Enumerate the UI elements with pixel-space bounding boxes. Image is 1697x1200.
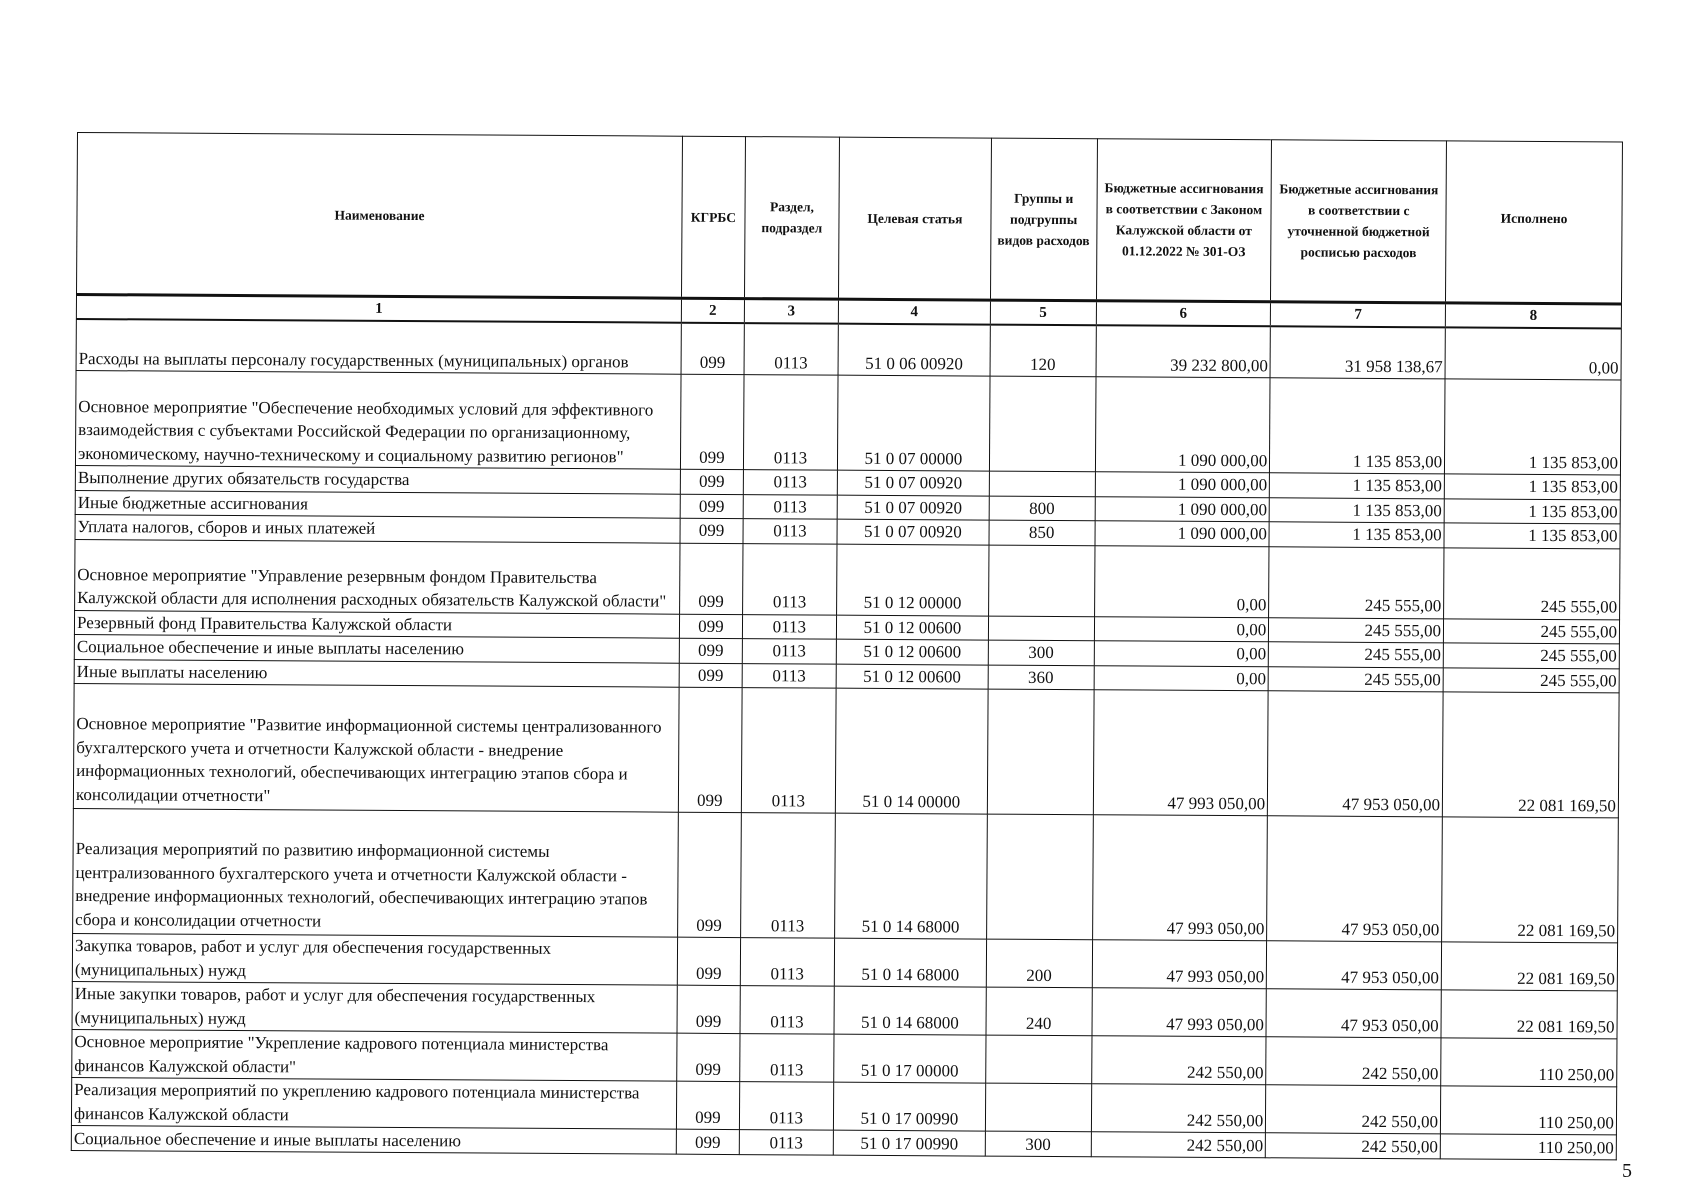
row-section: 0113 (743, 470, 837, 495)
row-refined-amount: 47 953 050,00 (1266, 989, 1441, 1038)
row-target: 51 0 12 00600 (836, 615, 988, 640)
row-refined-amount: 1 135 853,00 (1270, 473, 1445, 499)
row-target: 51 0 17 00990 (833, 1082, 985, 1131)
row-name: Иные выплаты населению (74, 659, 679, 687)
row-kgrbs: 099 (677, 1033, 740, 1081)
header-law: Бюджетные ассигнования в соответствии с Законом Калужской области от 01.12.2022 № 301-ОЗ (1096, 139, 1272, 302)
row-kgrbs: 099 (679, 663, 742, 688)
row-target: 51 0 12 00600 (836, 639, 988, 664)
row-name: Иные закупки товаров, работ и услуг для обеспечения государственных (муниципальных) нужд (72, 981, 677, 1033)
row-target: 51 0 14 68000 (834, 938, 986, 987)
row-name: Закупка товаров, работ и услуг для обеспечения государственных (муниципальных) нужд (72, 933, 677, 985)
table-row (75, 539, 1620, 619)
row-law-amount: 39 232 800,00 (1096, 325, 1271, 378)
row-executed-amount: 22 081 169,50 (1441, 942, 1617, 991)
table-body (71, 319, 1621, 1160)
header-group: Группы и подгруппы видов расходов (990, 138, 1097, 301)
row-law-amount: 1 090 000,00 (1094, 521, 1269, 547)
row-target: 51 0 07 00920 (837, 519, 989, 544)
row-name: Резервный фонд Правительства Калужской области (74, 610, 679, 638)
row-name: Основное мероприятие "Укрепление кадрового потенциала министерства финансов Калужской области" (72, 1029, 677, 1081)
table-row (73, 683, 1619, 817)
row-target: 51 0 07 00920 (837, 495, 989, 520)
row-kgrbs: 099 (677, 985, 740, 1033)
row-group: 800 (989, 496, 1095, 521)
column-number: 2 (681, 298, 744, 323)
row-target: 51 0 17 00000 (834, 1034, 986, 1083)
row-law-amount: 0,00 (1094, 545, 1269, 617)
row-name: Реализация мероприятий по развитию информационной системы централизованного бухгалтерского учета и отчетности Калужской области - внедрение информационных технологий, обеспечивающих интеграцию этапов сбора и консолидации отчетности (73, 808, 679, 937)
row-refined-amount: 1 135 853,00 (1270, 378, 1445, 474)
row-target: 51 0 14 68000 (835, 813, 988, 939)
row-name: Основное мероприятие "Развитие информационной системы централизованного бухгалтерского учета и отчетности Калужской области - внедрение информационных технологий, обеспечивающих интеграцию этапов сбора и консолидации отчетности" (73, 683, 679, 812)
column-number: 8 (1445, 303, 1621, 329)
row-kgrbs: 099 (677, 937, 740, 985)
row-refined-amount: 242 550,00 (1266, 1037, 1441, 1086)
row-kgrbs: 099 (679, 614, 742, 639)
row-executed-amount: 22 081 169,50 (1442, 692, 1619, 818)
row-group: 300 (988, 640, 1094, 665)
row-section: 0113 (742, 543, 837, 615)
header-target: Целевая статья (839, 137, 992, 300)
row-law-amount: 0,00 (1094, 641, 1269, 667)
row-section: 0113 (742, 614, 836, 639)
row-target: 51 0 17 00990 (833, 1130, 985, 1156)
row-target: 51 0 12 00000 (837, 544, 989, 616)
row-refined-amount: 245 555,00 (1269, 642, 1444, 668)
table-row (76, 319, 1621, 380)
row-target: 51 0 12 00600 (836, 664, 988, 689)
row-law-amount: 242 550,00 (1091, 1036, 1266, 1085)
column-number: 6 (1096, 301, 1271, 327)
row-kgrbs: 099 (676, 1081, 739, 1129)
row-law-amount: 1 090 000,00 (1095, 472, 1270, 498)
row-name: Социальное обеспечение и иные выплаты населению (74, 634, 679, 662)
row-group (986, 814, 1092, 940)
column-number: 5 (990, 300, 1096, 325)
row-section: 0113 (744, 323, 839, 375)
row-executed-amount: 22 081 169,50 (1442, 817, 1619, 943)
row-kgrbs: 099 (680, 469, 743, 494)
row-law-amount: 242 550,00 (1091, 1132, 1266, 1158)
row-executed-amount: 110 250,00 (1440, 1086, 1616, 1135)
row-name: Расходы на выплаты персоналу государственных (муниципальных) органов (76, 319, 681, 374)
row-section: 0113 (740, 986, 834, 1035)
row-executed-amount: 1 135 853,00 (1444, 523, 1620, 549)
row-section: 0113 (743, 519, 837, 544)
row-executed-amount: 245 555,00 (1443, 618, 1619, 644)
row-section: 0113 (742, 639, 836, 664)
row-target: 51 0 07 00920 (837, 470, 989, 495)
row-law-amount: 47 993 050,00 (1093, 690, 1269, 816)
row-law-amount: 0,00 (1094, 665, 1269, 691)
row-name: Основное мероприятие "Обеспечение необходимых условий для эффективного взаимодействия с субъектами Российской Федерации по организационному, экономическому, научно-техническому и социальному развитию регионов" (75, 370, 681, 469)
row-name: Уплата налогов, сборов и иных платежей (75, 514, 680, 542)
row-executed-amount: 22 081 169,50 (1441, 990, 1617, 1039)
row-law-amount: 47 993 050,00 (1092, 940, 1267, 989)
row-name: Социальное обеспечение и иные выплаты населению (71, 1125, 676, 1154)
row-kgrbs: 099 (680, 494, 743, 519)
row-target: 51 0 14 00000 (835, 688, 988, 814)
row-section: 0113 (740, 813, 835, 939)
row-refined-amount: 245 555,00 (1269, 617, 1444, 643)
row-target: 51 0 06 00920 (838, 324, 990, 376)
budget-table (71, 132, 1623, 1160)
row-section: 0113 (741, 688, 836, 814)
row-section: 0113 (740, 938, 834, 987)
row-group (988, 616, 1094, 641)
row-target: 51 0 14 68000 (834, 986, 986, 1035)
row-group: 300 (985, 1131, 1091, 1157)
row-section: 0113 (742, 663, 836, 688)
row-group (989, 376, 1095, 472)
row-law-amount: 242 550,00 (1091, 1084, 1266, 1133)
row-kgrbs: 099 (678, 687, 742, 812)
row-kgrbs: 099 (679, 638, 742, 663)
row-kgrbs: 099 (676, 1129, 739, 1154)
row-refined-amount: 242 550,00 (1266, 1085, 1441, 1134)
row-executed-amount: 0,00 (1445, 327, 1621, 380)
row-law-amount: 1 090 000,00 (1095, 377, 1270, 473)
row-name: Основное мероприятие "Управление резервным фондом Правительства Калужской области для исполнения расходных обязательств Калужской области" (75, 539, 680, 614)
row-executed-amount: 1 135 853,00 (1444, 498, 1620, 524)
column-number: 7 (1271, 302, 1446, 328)
row-group: 360 (988, 665, 1094, 690)
row-executed-amount: 110 250,00 (1440, 1134, 1616, 1160)
row-kgrbs: 099 (678, 812, 742, 937)
document-sheet (71, 132, 1623, 1160)
row-refined-amount: 1 135 853,00 (1269, 522, 1444, 548)
row-name: Выполнение других обязательств государства (75, 465, 680, 493)
row-executed-amount: 245 555,00 (1444, 547, 1620, 619)
column-number: 1 (76, 295, 681, 323)
row-refined-amount: 245 555,00 (1269, 546, 1444, 618)
row-group (989, 471, 1095, 496)
row-section: 0113 (739, 1130, 833, 1156)
row-kgrbs: 099 (681, 323, 744, 375)
row-group (985, 1035, 1091, 1084)
row-executed-amount: 1 135 853,00 (1445, 379, 1621, 475)
row-section: 0113 (743, 494, 837, 519)
row-executed-amount: 245 555,00 (1443, 667, 1619, 693)
row-group (988, 545, 1094, 617)
row-section: 0113 (739, 1082, 833, 1131)
row-group: 120 (990, 325, 1096, 377)
header-section: Раздел, подраздел (744, 137, 839, 300)
row-law-amount: 1 090 000,00 (1095, 496, 1270, 522)
row-law-amount: 47 993 050,00 (1092, 815, 1268, 941)
row-name: Иные бюджетные ассигнования (75, 490, 680, 518)
row-name: Реализация мероприятий по укреплению кадрового потенциала министерства финансов Калужской области (71, 1077, 676, 1129)
row-refined-amount: 245 555,00 (1268, 666, 1443, 692)
row-law-amount: 0,00 (1094, 616, 1269, 642)
table-row (73, 808, 1619, 942)
row-group (985, 1083, 1091, 1132)
header-refined: Бюджетные ассигнования в соответствии с уточненной бюджетной росписью расходов (1271, 140, 1447, 303)
row-executed-amount: 110 250,00 (1441, 1038, 1617, 1087)
row-section: 0113 (740, 1034, 834, 1083)
column-number: 3 (744, 299, 838, 324)
row-group: 240 (986, 987, 1092, 1036)
row-refined-amount: 31 958 138,67 (1270, 326, 1445, 379)
row-executed-amount: 1 135 853,00 (1444, 474, 1620, 500)
row-group (987, 689, 1093, 815)
row-group: 200 (986, 939, 1092, 988)
header-row (77, 133, 1623, 304)
row-refined-amount: 47 953 050,00 (1268, 691, 1444, 817)
header-executed: Исполнено (1446, 141, 1623, 304)
header-kgrbs: КГРБС (682, 136, 746, 298)
column-number: 4 (838, 299, 990, 324)
row-refined-amount: 1 135 853,00 (1269, 497, 1444, 523)
row-section: 0113 (743, 375, 838, 471)
row-kgrbs: 099 (680, 543, 743, 614)
row-refined-amount: 47 953 050,00 (1267, 941, 1442, 990)
row-executed-amount: 245 555,00 (1443, 643, 1619, 669)
row-kgrbs: 099 (680, 374, 743, 469)
row-law-amount: 47 993 050,00 (1091, 988, 1266, 1037)
row-kgrbs: 099 (680, 518, 743, 543)
row-refined-amount: 47 953 050,00 (1267, 816, 1443, 942)
row-target: 51 0 07 00000 (837, 375, 989, 471)
table-row (75, 370, 1621, 474)
row-group: 850 (989, 520, 1095, 545)
page-number: 5 (1622, 1160, 1632, 1182)
row-refined-amount: 242 550,00 (1266, 1133, 1441, 1159)
header-name: Наименование (77, 133, 683, 299)
